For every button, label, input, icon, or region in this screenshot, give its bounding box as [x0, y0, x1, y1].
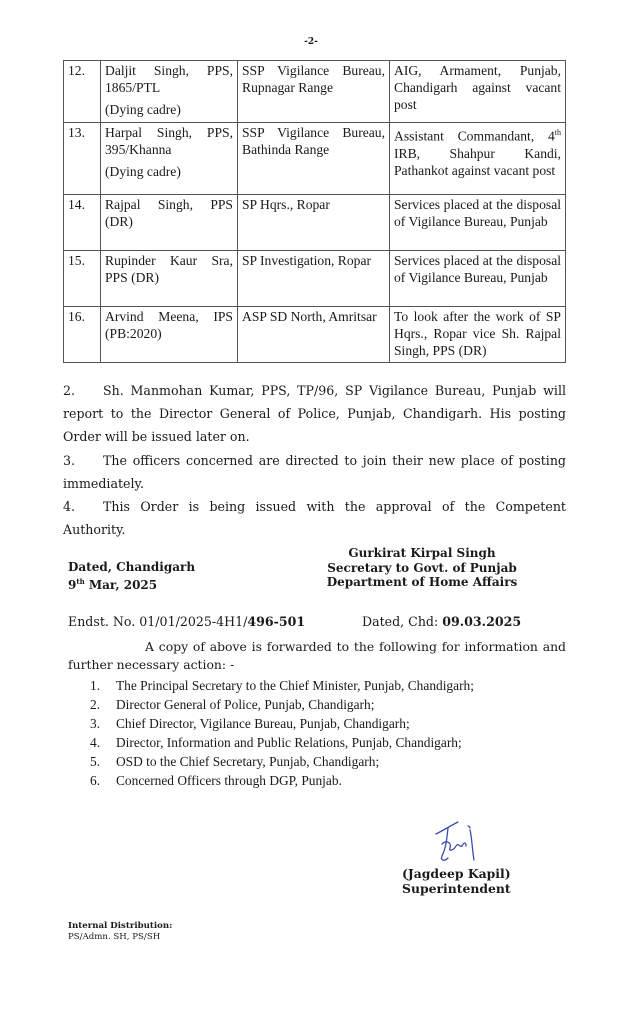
officer-name-text: Harpal Singh, PPS, 395/Khanna — [105, 125, 233, 157]
serial-number: 13. — [64, 123, 101, 195]
handwritten-signature — [434, 820, 484, 870]
superintendent-name: (Jagdeep Kapil) — [402, 866, 511, 881]
date-day: 9 — [68, 577, 77, 592]
signatory-name: Gurkirat Kirpal Singh — [348, 546, 496, 560]
officer-note: (Dying cadre) — [105, 102, 181, 117]
list-item — [90, 752, 567, 771]
dated-place: Dated, Chandigarh — [68, 560, 196, 574]
paragraph-number: 4. — [63, 499, 76, 514]
officer-name — [101, 61, 238, 123]
list-text: Concerned Officers through DGP, Punjab. — [116, 773, 342, 788]
dated-date — [68, 575, 195, 593]
officer-note: (Dying cadre) — [105, 164, 181, 179]
list-number: 1. — [90, 678, 101, 693]
paragraph-3 — [63, 449, 566, 495]
table-row — [64, 307, 566, 363]
current-posting: SP Hqrs., Ropar — [238, 195, 390, 251]
internal-distribution — [68, 921, 172, 943]
new-posting-suffix: IRB, Shahpur Kandi, Pathankot against vacant post — [394, 145, 561, 178]
endorsement-date-label: Dated, Chd: — [362, 614, 443, 629]
list-text: Chief Director, Vigilance Bureau, Punjab, Chandigarh; — [116, 716, 410, 731]
paragraph-text: Sh. Manmohan Kumar, PPS, TP/96, SP Vigilance Bureau, Punjab will report to the Director General of Police, Punjab, Chandigarh. His posting Order will be issued later on. — [63, 383, 566, 444]
paragraph-4 — [63, 495, 566, 541]
new-posting-prefix: Assistant Commandant, 4 — [394, 128, 555, 144]
officer-name: Arvind Meena, IPS (PB:2020) — [101, 307, 238, 363]
list-item — [90, 676, 567, 695]
paragraph-text: This Order is being issued with the approval of the Competent Authority. — [63, 499, 566, 537]
list-text: The Principal Secretary to the Chief Minister, Punjab, Chandigarh; — [116, 678, 474, 693]
paragraph-2 — [63, 379, 566, 448]
dated-block — [68, 560, 195, 592]
signatory-designation: Secretary to Govt. of Punjab — [327, 560, 517, 575]
date-rest: Mar, 2025 — [84, 577, 158, 592]
table-row — [64, 123, 566, 195]
new-posting: To look after the work of SP Hqrs., Ropar vice Sh. Rajpal Singh, PPS (DR) — [390, 307, 566, 363]
endorsement-number — [68, 614, 305, 629]
copy-to-list — [90, 676, 567, 790]
postings-table — [63, 60, 566, 363]
list-item — [90, 714, 567, 733]
new-posting: AIG, Armament, Punjab, Chandigarh against vacant post — [390, 61, 566, 123]
internal-distribution-value: PS/Admn. SH, PS/SH — [68, 932, 161, 942]
officer-name: Rajpal Singh, PPS (DR) — [101, 195, 238, 251]
list-item — [90, 771, 567, 790]
internal-distribution-label: Internal Distribution: — [68, 921, 173, 931]
signatory-department: Department of Home Affairs — [326, 575, 518, 589]
date-day-suffix: th — [76, 576, 85, 586]
list-number: 3. — [90, 716, 101, 731]
list-number: 4. — [90, 735, 101, 750]
forward-text: A copy of above is forwarded to the following for information and further necessary action: - — [68, 639, 566, 672]
table-row — [64, 251, 566, 307]
current-posting: SSP Vigilance Bureau, Rupnagar Range — [238, 61, 390, 123]
serial-number: 12. — [64, 61, 101, 123]
officer-name — [101, 123, 238, 195]
current-posting: ASP SD North, Amritsar — [238, 307, 390, 363]
new-posting: Services placed at the disposal of Vigilance Bureau, Punjab — [390, 195, 566, 251]
list-number: 6. — [90, 773, 101, 788]
endorsement-date — [362, 614, 521, 629]
new-posting: Services placed at the disposal of Vigilance Bureau, Punjab — [390, 251, 566, 307]
current-posting: SSP Vigilance Bureau, Bathinda Range — [238, 123, 390, 195]
paragraph-number: 3. — [63, 453, 76, 468]
list-text: Director General of Police, Punjab, Chandigarh; — [116, 697, 375, 712]
list-item — [90, 733, 567, 752]
endorsement-date-value: 09.03.2025 — [442, 614, 522, 629]
table-row — [64, 61, 566, 123]
ordinal-suffix: th — [554, 128, 561, 137]
superintendent-block — [402, 866, 511, 896]
serial-number: 16. — [64, 307, 101, 363]
endorsement-range: 496-501 — [247, 614, 306, 629]
list-number: 2. — [90, 697, 101, 712]
officer-name-text: Daljit Singh, PPS, 1865/PTL — [105, 63, 233, 95]
serial-number: 15. — [64, 251, 101, 307]
superintendent-designation: Superintendent — [402, 881, 511, 896]
serial-number: 14. — [64, 195, 101, 251]
new-posting — [390, 123, 566, 195]
paragraph-number: 2. — [63, 383, 76, 398]
table-row — [64, 195, 566, 251]
endorsement-prefix: Endst. No. 01/01/2025-4H1/ — [68, 614, 248, 629]
list-text: Director, Information and Public Relations, Punjab, Chandigarh; — [116, 735, 462, 750]
current-posting: SP Investigation, Ropar — [238, 251, 390, 307]
list-item — [90, 695, 567, 714]
signatory-block — [322, 546, 522, 590]
officer-name: Rupinder Kaur Sra, PPS (DR) — [101, 251, 238, 307]
list-number: 5. — [90, 754, 101, 769]
page-number: -2- — [304, 37, 318, 47]
list-text: OSD to the Chief Secretary, Punjab, Chandigarh; — [116, 754, 380, 769]
paragraph-text: The officers concerned are directed to join their new place of posting immediately. — [63, 453, 566, 491]
